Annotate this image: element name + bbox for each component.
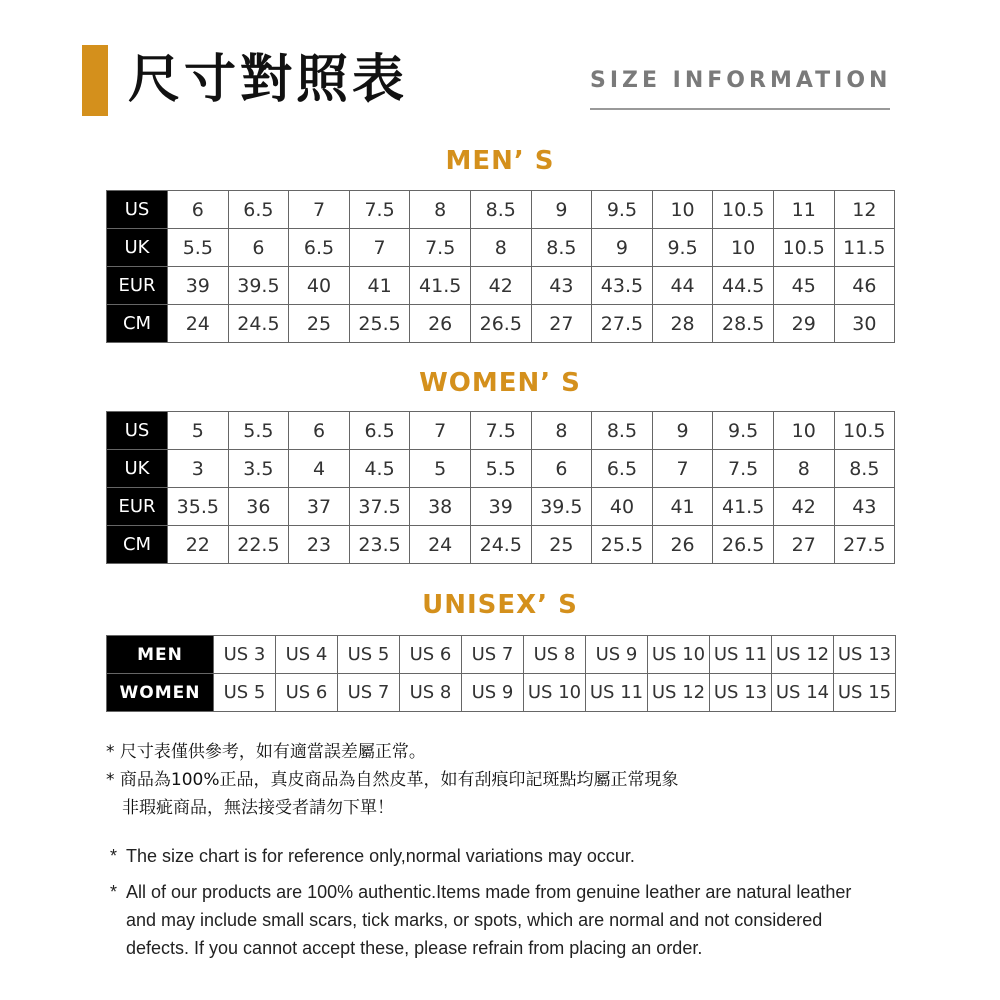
size-cell: 24.5 (228, 305, 289, 343)
size-cell: 22.5 (228, 526, 289, 564)
size-cell: 28.5 (713, 305, 774, 343)
size-cell: 5.5 (168, 229, 229, 267)
size-cell: 8 (773, 450, 834, 488)
size-cell: US 10 (524, 674, 586, 712)
size-cell: US 13 (834, 636, 896, 674)
size-cell: US 5 (338, 636, 400, 674)
unisex-size-table (106, 635, 896, 712)
size-cell: US 10 (648, 636, 710, 674)
unisex-heading: UNISEX’ S (422, 590, 578, 620)
row-label: EUR (107, 267, 168, 305)
size-cell: US 13 (710, 674, 772, 712)
size-cell: 6.5 (289, 229, 350, 267)
size-cell: 25 (531, 526, 592, 564)
size-cell: 11.5 (834, 229, 895, 267)
size-cell: 25.5 (592, 526, 653, 564)
size-cell: 9.5 (592, 191, 653, 229)
size-cell: 7.5 (410, 229, 471, 267)
size-cell: US 4 (276, 636, 338, 674)
size-cell: 12 (834, 191, 895, 229)
size-cell: 10 (773, 412, 834, 450)
size-cell: 7.5 (713, 450, 774, 488)
size-cell: 42 (470, 267, 531, 305)
size-cell: US 7 (462, 636, 524, 674)
size-cell: 10 (652, 191, 713, 229)
mens-heading: MEN’ S (445, 146, 555, 176)
table-row (107, 674, 896, 712)
size-cell: 41 (652, 488, 713, 526)
size-cell: US 11 (586, 674, 648, 712)
note-zh-3: 非瑕疵商品，無法接受者請勿下單！ (122, 798, 394, 818)
size-cell: 39.5 (531, 488, 592, 526)
size-cell: 23 (289, 526, 350, 564)
size-cell: 23.5 (349, 526, 410, 564)
size-cell: 6 (168, 191, 229, 229)
table-row (107, 267, 895, 305)
size-cell: 25.5 (349, 305, 410, 343)
womens-size-table (106, 411, 895, 564)
title-accent-bar (82, 45, 108, 116)
size-cell: 5 (168, 412, 229, 450)
size-cell: 7.5 (470, 412, 531, 450)
size-cell: 37 (289, 488, 350, 526)
size-cell: 10.5 (773, 229, 834, 267)
size-cell: 8 (410, 191, 471, 229)
size-cell: 7 (410, 412, 471, 450)
size-cell: 44.5 (713, 267, 774, 305)
row-label: MEN (107, 636, 214, 674)
size-cell: 26 (410, 305, 471, 343)
size-cell: 24.5 (470, 526, 531, 564)
size-cell: US 8 (400, 674, 462, 712)
table-row (107, 305, 895, 343)
row-label: UK (107, 229, 168, 267)
size-cell: 8.5 (470, 191, 531, 229)
note-zh-2: * 商品為100%正品，真皮商品為自然皮革，如有刮痕印記斑點均屬正常現象 (106, 770, 679, 790)
size-cell: 6.5 (349, 412, 410, 450)
table-row (107, 450, 895, 488)
row-label: US (107, 412, 168, 450)
row-label: EUR (107, 488, 168, 526)
size-cell: 43 (531, 267, 592, 305)
size-cell: US 11 (710, 636, 772, 674)
size-cell: 29 (773, 305, 834, 343)
size-cell: 6 (531, 450, 592, 488)
size-cell: 4.5 (349, 450, 410, 488)
row-label: CM (107, 526, 168, 564)
bullet-star: * (110, 882, 118, 902)
size-cell: 37.5 (349, 488, 410, 526)
size-cell: 46 (834, 267, 895, 305)
size-cell: 39 (470, 488, 531, 526)
size-cell: 27.5 (834, 526, 895, 564)
size-cell: 35.5 (168, 488, 229, 526)
size-cell: 45 (773, 267, 834, 305)
size-cell: 3.5 (228, 450, 289, 488)
size-cell: 9 (592, 229, 653, 267)
row-label: US (107, 191, 168, 229)
size-cell: 44 (652, 267, 713, 305)
size-cell: 25 (289, 305, 350, 343)
size-cell: 43 (834, 488, 895, 526)
size-cell: 7.5 (349, 191, 410, 229)
size-cell: 39.5 (228, 267, 289, 305)
size-cell: 28 (652, 305, 713, 343)
size-cell: 11 (773, 191, 834, 229)
size-cell: US 7 (338, 674, 400, 712)
row-label: CM (107, 305, 168, 343)
size-cell: 5 (410, 450, 471, 488)
size-cell: 39 (168, 267, 229, 305)
size-cell: 41.5 (410, 267, 471, 305)
size-cell: 26.5 (470, 305, 531, 343)
size-cell: 8.5 (531, 229, 592, 267)
size-cell: US 12 (648, 674, 710, 712)
size-cell: 24 (410, 526, 471, 564)
size-cell: 10.5 (713, 191, 774, 229)
size-cell: 7 (349, 229, 410, 267)
subtitle-underline (590, 108, 890, 110)
size-cell: 43.5 (592, 267, 653, 305)
size-cell: US 14 (772, 674, 834, 712)
size-cell: 9.5 (713, 412, 774, 450)
size-cell: 26.5 (713, 526, 774, 564)
size-cell: US 6 (400, 636, 462, 674)
table-row (107, 636, 896, 674)
table-row (107, 526, 895, 564)
size-cell: 8 (470, 229, 531, 267)
size-cell: 27 (773, 526, 834, 564)
size-cell: 4 (289, 450, 350, 488)
size-cell: 41.5 (713, 488, 774, 526)
size-cell: 6 (228, 229, 289, 267)
notes-english (110, 842, 886, 970)
size-cell: 40 (592, 488, 653, 526)
size-cell: 8.5 (834, 450, 895, 488)
size-cell: 5.5 (228, 412, 289, 450)
page-subtitle: SIZE INFORMATION (590, 68, 892, 93)
size-cell: US 9 (462, 674, 524, 712)
size-cell: US 12 (772, 636, 834, 674)
size-cell: 6.5 (592, 450, 653, 488)
mens-size-table (106, 190, 895, 343)
size-cell: US 3 (214, 636, 276, 674)
size-cell: 9.5 (652, 229, 713, 267)
table-row (107, 229, 895, 267)
bullet-star: * (110, 846, 118, 866)
size-cell: 8 (531, 412, 592, 450)
size-cell: 38 (410, 488, 471, 526)
size-cell: 7 (289, 191, 350, 229)
note-zh-1: * 尺寸表僅供參考，如有適當誤差屬正常。 (106, 742, 426, 762)
size-cell: 26 (652, 526, 713, 564)
table-row (107, 488, 895, 526)
notes-chinese (106, 738, 679, 822)
size-cell: 30 (834, 305, 895, 343)
size-cell: 27.5 (592, 305, 653, 343)
size-cell: 10 (713, 229, 774, 267)
size-cell: 27 (531, 305, 592, 343)
size-cell: 40 (289, 267, 350, 305)
table-row (107, 412, 895, 450)
womens-heading: WOMEN’ S (419, 368, 581, 398)
note-en-2 (110, 878, 886, 962)
size-cell: 41 (349, 267, 410, 305)
size-cell: 36 (228, 488, 289, 526)
table-row (107, 191, 895, 229)
size-cell: 7 (652, 450, 713, 488)
row-label: UK (107, 450, 168, 488)
page-title: 尺寸對照表 (128, 50, 409, 110)
size-cell: 8.5 (592, 412, 653, 450)
note-en-2-text: All of our products are 100% authentic.Items made from genuine leather are natural leather and may include small scars, tick marks, or spots, which are normal and not considered defects. If you cannot accept these, please refrain from placing an order. (126, 882, 852, 958)
size-cell: 6.5 (228, 191, 289, 229)
note-en-1 (110, 842, 886, 870)
size-cell: 5.5 (470, 450, 531, 488)
size-cell: US 9 (586, 636, 648, 674)
row-label: WOMEN (107, 674, 214, 712)
size-cell: 24 (168, 305, 229, 343)
size-cell: 10.5 (834, 412, 895, 450)
size-cell: 9 (652, 412, 713, 450)
size-cell: US 15 (834, 674, 896, 712)
size-cell: US 6 (276, 674, 338, 712)
size-cell: US 5 (214, 674, 276, 712)
size-cell: 6 (289, 412, 350, 450)
size-cell: 22 (168, 526, 229, 564)
size-cell: 9 (531, 191, 592, 229)
size-cell: 42 (773, 488, 834, 526)
size-cell: 3 (168, 450, 229, 488)
note-en-1-text: The size chart is for reference only,normal variations may occur. (126, 846, 635, 866)
size-cell: US 8 (524, 636, 586, 674)
